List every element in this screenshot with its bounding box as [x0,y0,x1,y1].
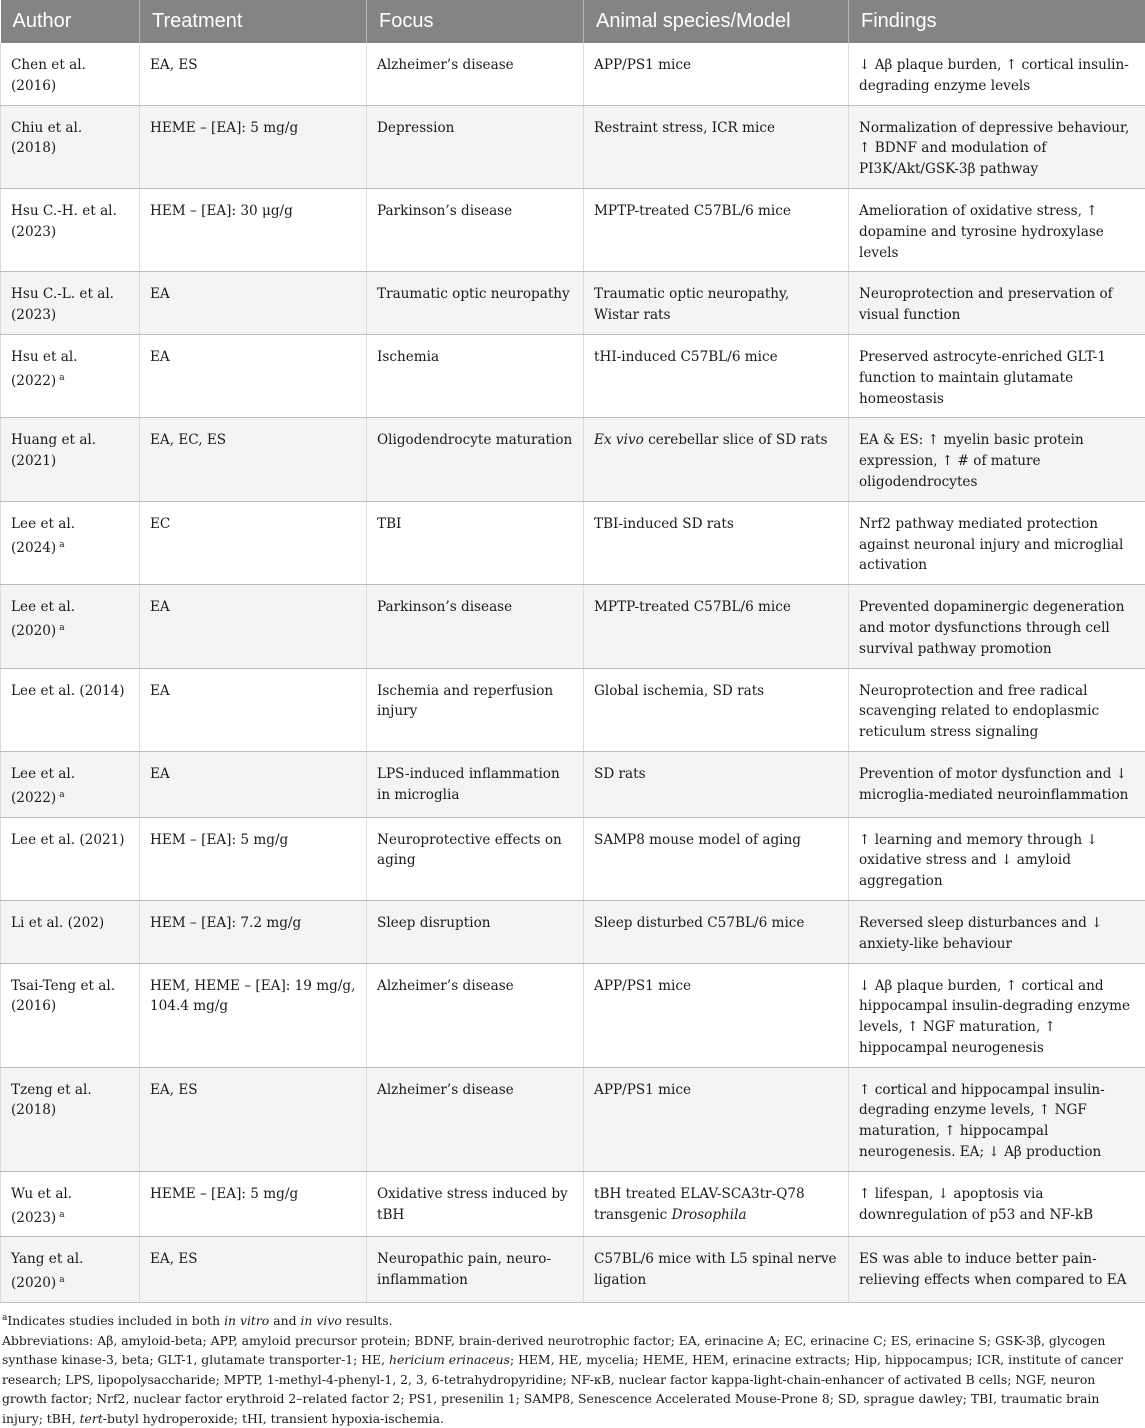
findings-text: Prevented dopaminergic degeneration and motor dysfunctions through cell survival pathway promotion [859,599,1125,657]
table-row [1,963,1145,1067]
focus-text: Parkinson’s disease [377,203,512,219]
model-text: Traumatic optic neuropathy, Wistar rats [594,286,789,323]
author-cell [1,188,140,271]
findings-cell [849,43,1145,105]
author-text: Lee et al. (2021) [11,832,125,848]
footnote-marker: a [59,790,64,800]
abbreviations-italic: hericium erinaceus [389,1352,510,1367]
findings-cell [849,668,1145,751]
treatment-cell [140,751,367,817]
author-cell [1,1067,140,1171]
footnote-text: results. [342,1313,393,1328]
treatment-cell [140,668,367,751]
abbreviations-text: Abbreviations: Aβ, amyloid-beta; APP, amyloid precursor protein; BDNF, brain-derived neurotrophic factor; EA, erinacine A; EC, erinacine C; ES, erinacine S; GSK-3β, glycogen synthase kinase-3, beta; GLT-1, glutamate transporter-1; HE, [2,1333,1105,1368]
footnote-marker: a [59,540,64,550]
findings-text: EA & ES: ↑ myelin basic protein expression, ↑ # of mature oligodendrocytes [859,432,1084,490]
author-cell [1,501,140,584]
model-text: MPTP-treated C57BL/6 mice [594,203,791,219]
table-row [1,418,1145,501]
model-italic: Ex vivo [594,432,644,448]
author-cell [1,43,140,105]
author-cell [1,585,140,668]
model-cell [584,900,849,963]
treatment-text: HEM – [EA]: 5 mg/g [150,832,288,848]
table-row [1,751,1145,817]
abbreviations-text: ; HEM, HE, mycelia; HEME, HEM, erinacine extracts; Hip, hippocampus; ICR, institute of cancer research; LPS, lipopolysaccharide; MPTP, 1-methyl-4-phenyl-1, 2, 3, 6-tetrahydropyridine; NF-κB, nuclear factor kappa-light-chain-enhancer of activated B cells; NGF, neuron growth factor; Nrf2, nuclear factor erythroid 2–related factor 2; PS1, presenilin 1; SAMP8, Senescence Accelerated Mouse-Prone 8; SD, sprague dawley; TBI, traumatic brain injury; tBH, [2,1352,1123,1426]
table-row [1,1171,1145,1237]
model-cell [584,1171,849,1237]
focus-text: Alzheimer’s disease [377,1082,514,1098]
treatment-text: EA [150,683,170,699]
findings-text: Preserved astrocyte-enriched GLT-1 function to maintain glutamate homeostasis [859,349,1106,407]
findings-cell [849,963,1145,1067]
table-row [1,43,1145,105]
model-cell [584,668,849,751]
findings-cell [849,105,1145,188]
focus-text: Parkinson’s disease [377,599,512,615]
model-text: Restraint stress, ICR mice [594,120,775,136]
focus-cell [367,188,584,271]
author-cell [1,668,140,751]
author-cell [1,334,140,417]
author-text: Chiu et al. (2018) [11,120,82,157]
model-cell [584,1237,849,1303]
treatment-text: EA, ES [150,57,198,73]
treatment-text: HEME – [EA]: 5 mg/g [150,1186,298,1202]
author-cell [1,900,140,963]
treatment-text: HEM – [EA]: 7.2 mg/g [150,915,301,931]
author-text: Chen et al. (2016) [11,57,86,94]
author-cell [1,963,140,1067]
model-cell [584,963,849,1067]
table-row [1,817,1145,900]
treatment-text: EC [150,516,170,532]
model-cell [584,817,849,900]
findings-cell [849,272,1145,335]
focus-text: Oligodendrocyte maturation [377,432,572,448]
model-cell [584,43,849,105]
findings-cell [849,418,1145,501]
treatment-cell [140,272,367,335]
treatment-cell [140,188,367,271]
author-text: Hsu C.-H. et al. (2023) [11,203,117,240]
footnote-marker: a [59,1275,64,1285]
focus-cell [367,668,584,751]
column-header-findings: Findings [849,0,1145,43]
findings-text: ↑ lifespan, ↓ apoptosis via downregulation of p53 and NF-kB [859,1186,1093,1223]
focus-text: Alzheimer’s disease [377,978,514,994]
model-text: MPTP-treated C57BL/6 mice [594,599,791,615]
focus-text: Sleep disruption [377,915,491,931]
model-cell [584,272,849,335]
model-text: Sleep disturbed C57BL/6 mice [594,915,804,931]
table-row [1,1067,1145,1171]
footnote-marker: a [59,623,64,633]
treatment-cell [140,817,367,900]
treatment-text: HEME – [EA]: 5 mg/g [150,120,298,136]
findings-text: Prevention of motor dysfunction and ↓ microglia-mediated neuroinflammation [859,766,1128,803]
findings-text: Amelioration of oxidative stress, ↑ dopamine and tyrosine hydroxylase levels [859,203,1104,261]
focus-cell [367,418,584,501]
treatment-text: EA, ES [150,1082,198,1098]
focus-cell [367,334,584,417]
model-cell [584,418,849,501]
model-text: APP/PS1 mice [594,1082,691,1098]
author-text: Hsu C.-L. et al. (2023) [11,286,114,323]
model-text: tBH treated ELAV-SCA3tr-Q78 transgenic [594,1186,805,1223]
findings-text: Reversed sleep disturbances and ↓ anxiety-like behaviour [859,915,1103,952]
table-row [1,668,1145,751]
author-cell [1,272,140,335]
model-italic: Drosophila [672,1207,747,1223]
treatment-text: EA [150,349,170,365]
column-header-model: Animal species/Model [584,0,849,43]
table-row [1,585,1145,668]
model-text: Global ischemia, SD rats [594,683,764,699]
abbreviations-text: -butyl hydroperoxide; tHI, transient hypoxia-ischemia. [103,1411,444,1426]
author-cell [1,418,140,501]
author-text: Lee et al. (2020) [11,599,75,639]
author-cell [1,751,140,817]
findings-text: Neuroprotection and free radical scavenging related to endoplasmic reticulum stress signaling [859,683,1099,741]
author-text: Lee et al. (2014) [11,683,125,699]
findings-text: ↑ learning and memory through ↓ oxidative stress and ↓ amyloid aggregation [859,832,1098,890]
treatment-cell [140,334,367,417]
column-header-focus: Focus [367,0,584,43]
table-row [1,501,1145,584]
author-text: Lee et al. (2024) [11,516,75,556]
table-row [1,900,1145,963]
treatment-text: EA, EC, ES [150,432,226,448]
findings-cell [849,1171,1145,1237]
focus-cell [367,817,584,900]
author-text: Wu et al. (2023) [11,1186,72,1226]
footnote-italic: in vitro [224,1313,269,1328]
model-text: C57BL/6 mice with L5 spinal nerve ligation [594,1251,837,1288]
treatment-text: HEM – [EA]: 30 μg/g [150,203,293,219]
focus-text: Depression [377,120,454,136]
model-cell [584,585,849,668]
author-cell [1,817,140,900]
findings-cell [849,1067,1145,1171]
model-text: tHI-induced C57BL/6 mice [594,349,778,365]
author-cell [1,1237,140,1303]
model-text: SD rats [594,766,646,782]
author-text: Yang et al. (2020) [11,1251,83,1291]
findings-cell [849,585,1145,668]
table-notes [0,1303,1145,1428]
footnote [2,1309,1143,1331]
focus-cell [367,1067,584,1171]
author-cell [1,105,140,188]
model-cell [584,1067,849,1171]
abbreviations-italic: tert [80,1411,103,1426]
treatment-text: HEM, HEME – [EA]: 19 mg/g, 104.4 mg/g [150,978,355,1015]
findings-cell [849,900,1145,963]
model-text: APP/PS1 mice [594,57,691,73]
focus-text: Neuropathic pain, neuro-inflammation [377,1251,551,1288]
focus-cell [367,1171,584,1237]
footnote-mark: a [2,1313,7,1323]
treatment-cell [140,501,367,584]
author-text: Tsai-Teng et al. (2016) [11,978,115,1015]
table-row [1,188,1145,271]
focus-cell [367,900,584,963]
model-text: SAMP8 mouse model of aging [594,832,801,848]
findings-text: Neuroprotection and preservation of visual function [859,286,1113,323]
focus-text: TBI [377,516,401,532]
treatment-cell [140,1171,367,1237]
findings-cell [849,501,1145,584]
author-cell [1,1171,140,1237]
table-row [1,334,1145,417]
treatment-cell [140,418,367,501]
treatment-cell [140,1067,367,1171]
treatment-cell [140,900,367,963]
findings-text: ↓ Aβ plaque burden, ↑ cortical insulin-degrading enzyme levels [859,57,1129,94]
model-cell [584,751,849,817]
footnote-italic: in vivo [300,1313,341,1328]
column-header-author: Author [1,0,140,43]
treatment-cell [140,585,367,668]
focus-cell [367,751,584,817]
focus-text: Alzheimer’s disease [377,57,514,73]
treatment-cell [140,43,367,105]
footnote-marker: a [59,373,64,383]
treatment-text: EA [150,766,170,782]
focus-cell [367,105,584,188]
focus-text: Oxidative stress induced by tBH [377,1186,568,1223]
focus-text: Ischemia and reperfusion injury [377,683,553,720]
findings-cell [849,334,1145,417]
focus-cell [367,272,584,335]
footnote-marker: a [59,1210,64,1220]
treatment-text: EA [150,599,170,615]
findings-cell [849,751,1145,817]
focus-text: Neuroprotective effects on aging [377,832,562,869]
findings-text: Nrf2 pathway mediated protection against neuronal injury and microglial activation [859,516,1123,574]
model-cell [584,501,849,584]
model-text: cerebellar slice of SD rats [644,432,828,448]
focus-text: Ischemia [377,349,439,365]
treatment-text: EA, ES [150,1251,198,1267]
table-row [1,105,1145,188]
author-text: Tzeng et al. (2018) [11,1082,92,1119]
column-header-treatment: Treatment [140,0,367,43]
focus-cell [367,43,584,105]
model-text: APP/PS1 mice [594,978,691,994]
author-text: Li et al. (202) [11,915,104,931]
findings-cell [849,1237,1145,1303]
author-text: Hsu et al. (2022) [11,349,78,389]
treatment-cell [140,963,367,1067]
findings-text: ES was able to induce better pain-relieving effects when compared to EA [859,1251,1127,1288]
findings-cell [849,188,1145,271]
table-row [1,272,1145,335]
author-text: Huang et al. (2021) [11,432,96,469]
findings-text: ↓ Aβ plaque burden, ↑ cortical and hippocampal insulin-degrading enzyme levels, ↑ NGF maturation, ↑ hippocampal neurogenesis [859,978,1130,1056]
focus-cell [367,501,584,584]
focus-text: Traumatic optic neuropathy [377,286,570,302]
model-cell [584,188,849,271]
model-cell [584,105,849,188]
footnote-text: Indicates studies included in both [7,1313,224,1328]
treatment-cell [140,105,367,188]
model-text: TBI-induced SD rats [594,516,734,532]
table-row [1,1237,1145,1303]
treatment-cell [140,1237,367,1303]
header-row [1,0,1145,43]
model-cell [584,334,849,417]
focus-cell [367,585,584,668]
footnote-text: and [269,1313,300,1328]
focus-cell [367,1237,584,1303]
findings-text: Normalization of depressive behaviour, ↑ BDNF and modulation of PI3K/Akt/GSK-3β pathway [859,120,1129,178]
treatment-text: EA [150,286,170,302]
focus-cell [367,963,584,1067]
abbreviations [2,1331,1143,1428]
findings-cell [849,817,1145,900]
findings-text: ↑ cortical and hippocampal insulin-degrading enzyme levels, ↑ NGF maturation, ↑ hippocampal neurogenesis. EA; ↓ Aβ production [859,1082,1105,1160]
focus-text: LPS-induced inflammation in microglia [377,766,560,803]
author-text: Lee et al. (2022) [11,766,75,806]
